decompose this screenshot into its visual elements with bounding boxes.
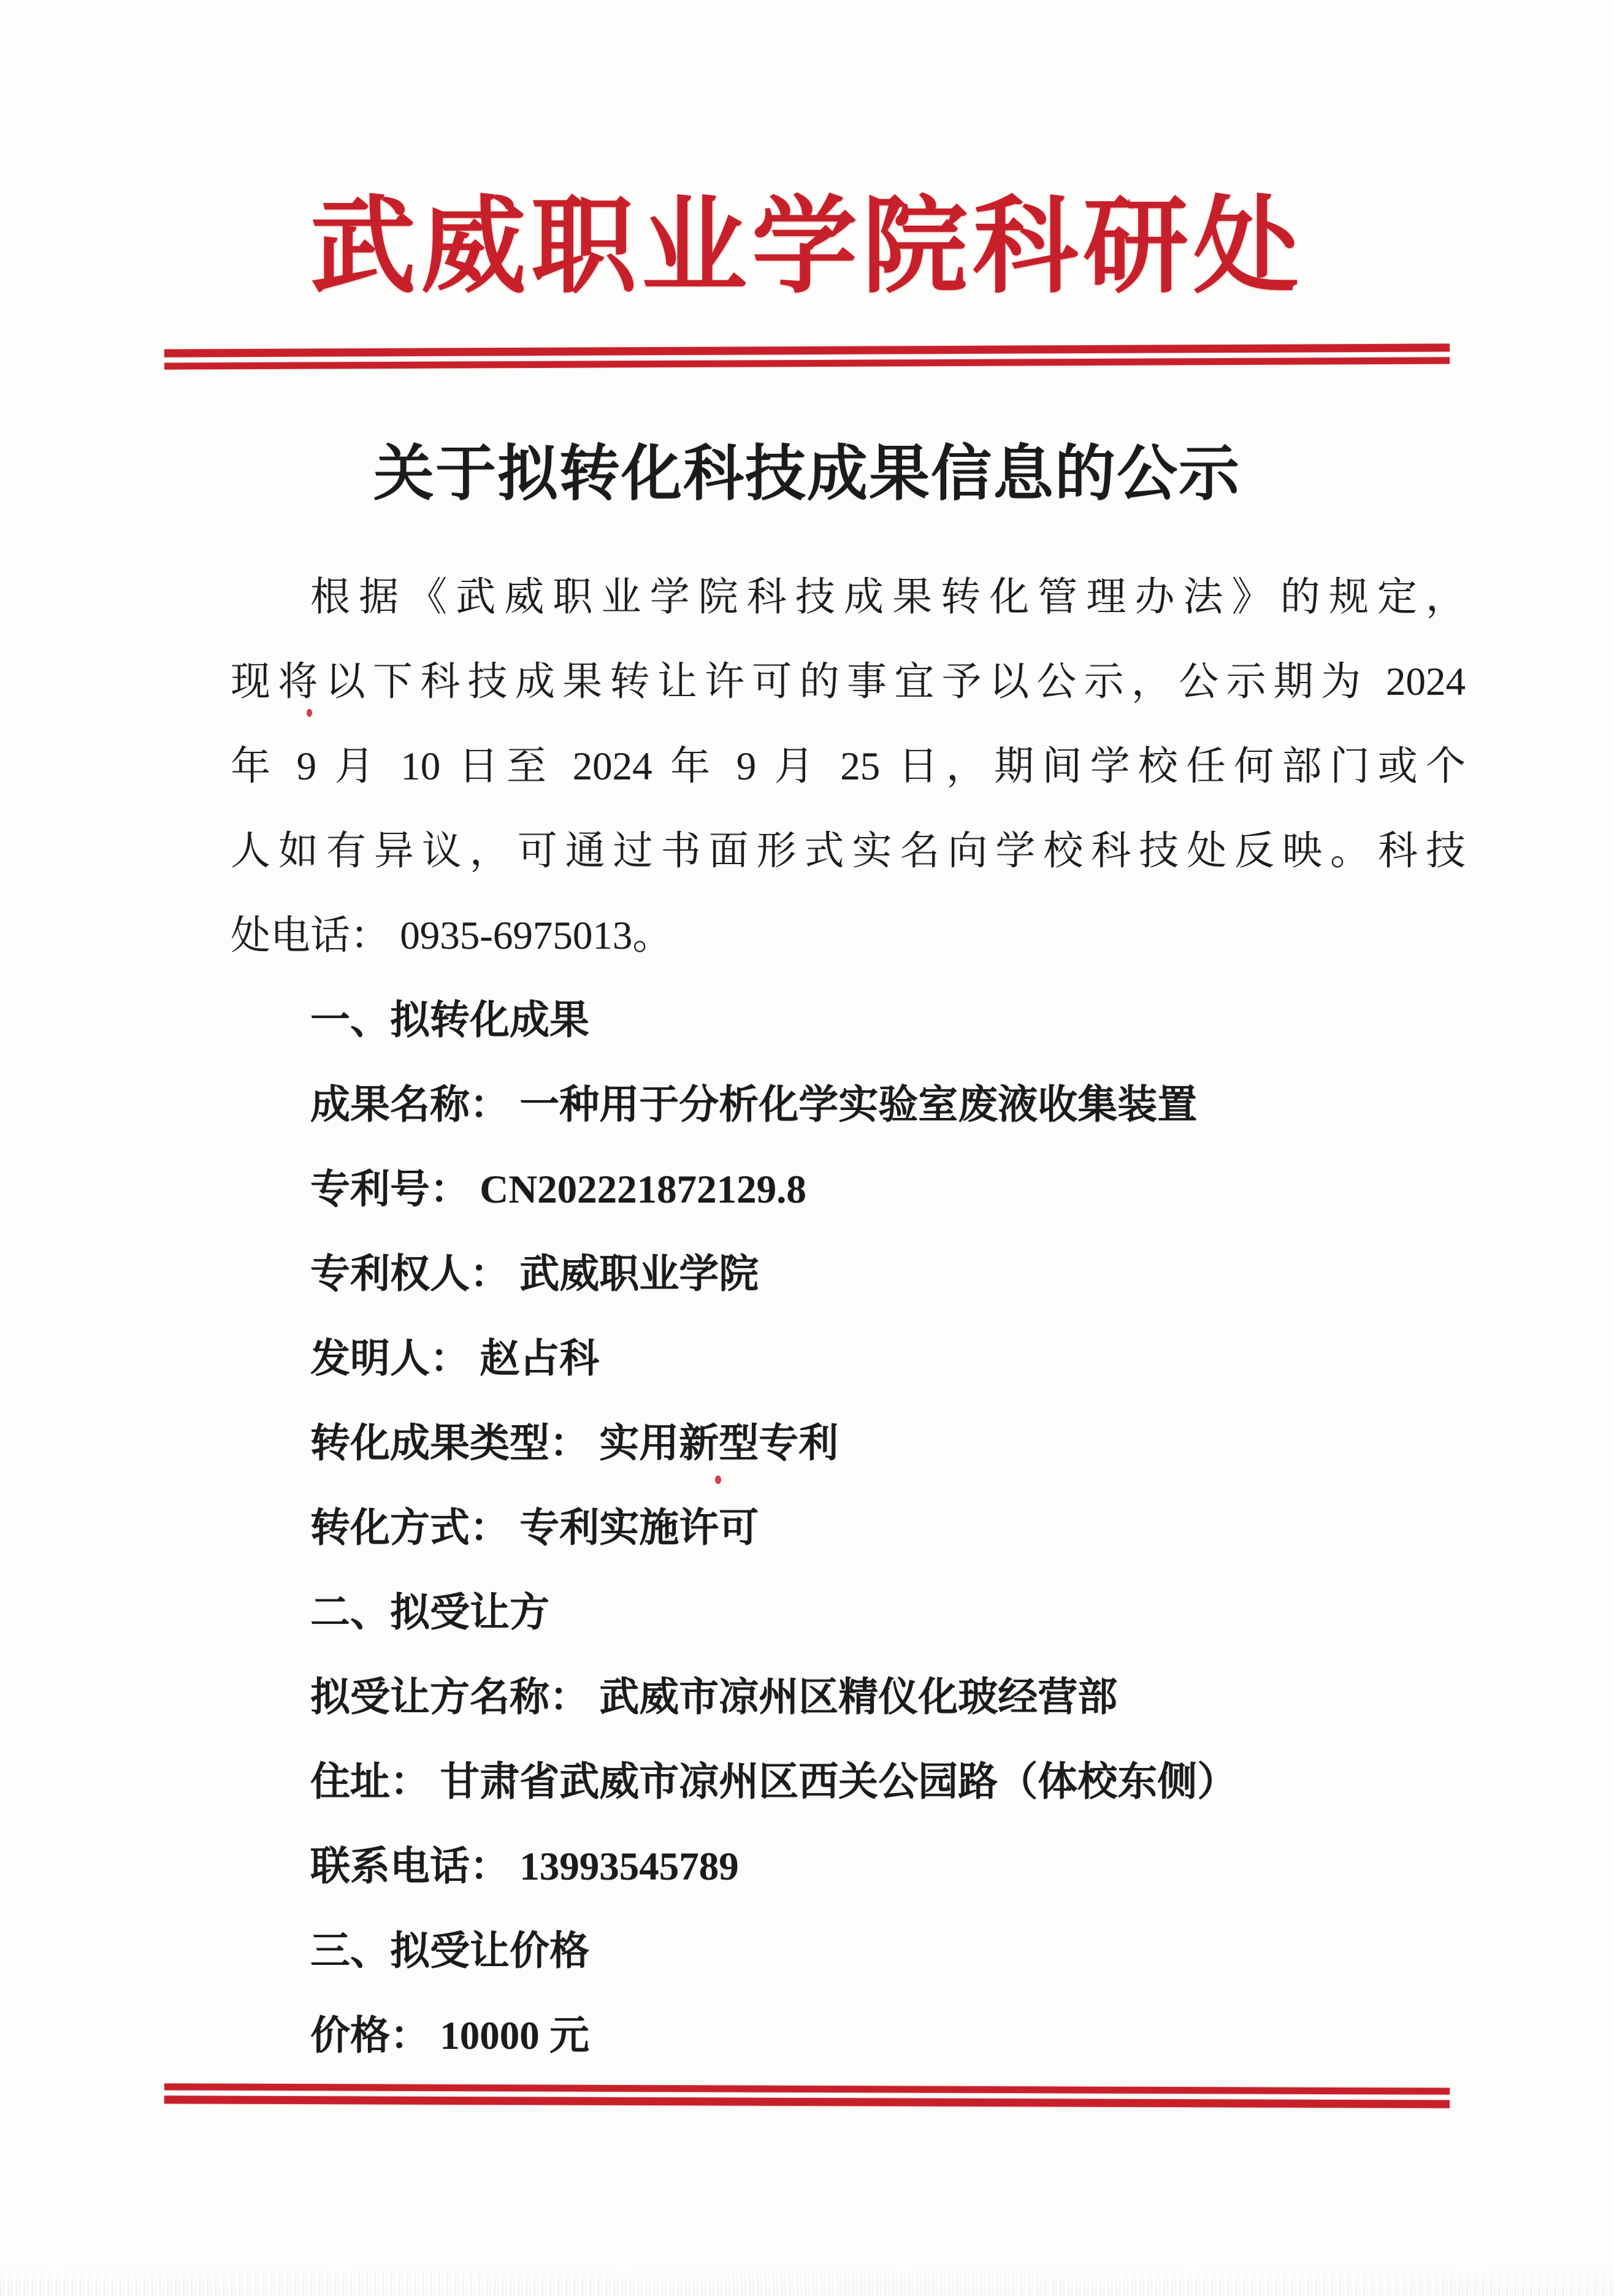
document-body [231, 555, 1466, 2078]
item-transfer-method: 转化方式： 专利实施许可 [310, 1506, 759, 1550]
red-ink-speck [715, 1475, 721, 1484]
header-rule [164, 343, 1450, 369]
intro-line-1: 根据《武威职业学院科技成果转化管理办法》的规定， [310, 575, 1466, 619]
item-contact-phone: 联系电话： 13993545789 [310, 1844, 739, 1889]
footer-rule-bottom-line [164, 2095, 1450, 2108]
item-transferee-name: 拟受让方名称： 武威市凉州区精仪化玻经营部 [310, 1675, 1118, 1720]
header-rule-bottom-line [164, 357, 1450, 369]
header-rule-top-line [164, 343, 1450, 357]
item-inventor: 发明人： 赵占科 [310, 1336, 600, 1381]
intro-line-2: 现将以下科技成果转让许可的事宜予以公示，公示期为 2024 [231, 659, 1466, 704]
item-price: 价格： 10000 元 [310, 2013, 590, 2058]
footer-rule [164, 2083, 1450, 2108]
masthead-title: 武威职业学院科研处 [310, 189, 1304, 306]
item-patent-number: 专利号： CN202221872129.8 [310, 1167, 806, 1212]
section-3-heading: 三、拟受让价格 [310, 1929, 590, 1973]
section-1-heading: 一、拟转化成果 [310, 998, 590, 1043]
item-achievement-type: 转化成果类型： 实用新型专利 [310, 1421, 839, 1466]
intro-line-3: 年 9 月 10 日至 2024 年 9 月 25 日，期间学校任何部门或个 [231, 744, 1466, 789]
doc-title: 关于拟转化科技成果信息的公示 [373, 440, 1241, 508]
item-patentee: 专利权人： 武威职业学院 [310, 1252, 759, 1296]
scanner-noise-strip [0, 2264, 1614, 2296]
item-achievement-name: 成果名称： 一种用于分析化学实验室废液收集装置 [310, 1082, 1198, 1127]
intro-line-5: 处电话： 0935-6975013。 [231, 913, 673, 958]
intro-line-4: 人如有异议，可通过书面形式实名向学校科技处反映。科技 [231, 828, 1466, 873]
section-2-heading: 二、拟受让方 [310, 1590, 550, 1635]
item-transferee-address: 住址： 甘肃省武威市凉州区西关公园路（体校东侧） [310, 1759, 1237, 1804]
footer-rule-top-line [164, 2083, 1450, 2094]
red-ink-speck [307, 709, 312, 717]
document-sheet [164, 184, 1466, 2106]
